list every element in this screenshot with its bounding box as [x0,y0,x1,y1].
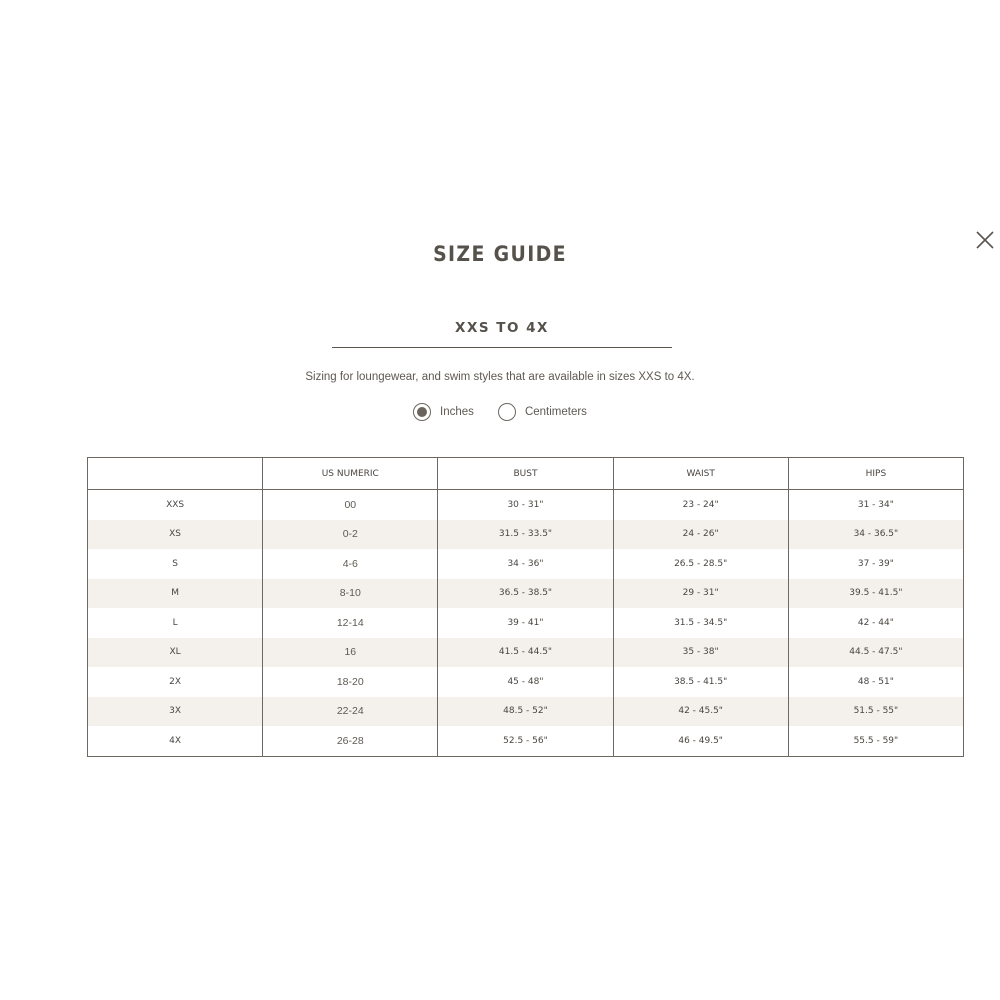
unit-label-centimeters: Centimeters [524,406,587,418]
cell-hips: 31 - 34" [788,490,963,520]
cell-size: M [88,579,263,609]
cell-size: XL [88,638,263,668]
close-button[interactable] [974,229,996,251]
cell-us-numeric: 22-24 [263,697,438,727]
cell-waist: 42 - 45.5" [613,697,788,727]
close-icon [974,229,996,251]
table-row [88,520,964,550]
header-bust: BUST [438,458,613,490]
cell-us-numeric: 16 [263,638,438,668]
size-table-container [87,457,964,757]
sizing-description: Sizing for loungewear, and swim styles that are available in sizes XXS to 4X. [305,371,695,383]
header-waist: WAIST [613,458,788,490]
cell-size: S [172,558,178,569]
cell-bust: 41.5 - 44.5" [438,638,613,668]
cell-size: 4X [169,735,182,746]
table-row [88,726,964,756]
header-us-numeric: US NUMERIC [263,458,438,490]
cell-hips: 42 - 44" [788,608,963,638]
cell-bust: 52.5 - 56" [438,726,613,756]
cell-us-numeric: 12-14 [263,608,438,638]
cell-hips: 51.5 - 55" [788,697,963,727]
cell-bust: 48.5 - 52" [438,697,613,727]
table-row [88,667,964,697]
cell-hips: 55.5 - 59" [788,726,963,756]
cell-size: XS [88,520,263,550]
cell-waist: 38.5 - 41.5" [613,667,788,697]
cell-hips: 48 - 51" [788,667,963,697]
cell-size: 2X [169,676,182,687]
cell-bust: 31.5 - 33.5" [438,520,613,550]
cell-waist: 29 - 31" [613,579,788,609]
table-header-row [88,458,964,490]
cell-us-numeric: 4-6 [263,549,438,579]
radio-inches[interactable] [413,403,431,421]
cell-hips: 37 - 39" [788,549,963,579]
size-table [87,457,964,757]
table-row [88,549,964,579]
cell-us-numeric: 8-10 [263,579,438,609]
cell-hips: 39.5 - 41.5" [788,579,963,609]
tab-xxs-to-4x[interactable]: XXS TO 4X [332,318,672,348]
cell-waist: 23 - 24" [613,490,788,520]
cell-waist: 26.5 - 28.5" [613,549,788,579]
cell-waist: 46 - 49.5" [613,726,788,756]
cell-bust: 30 - 31" [438,490,613,520]
unit-toggle [0,403,1000,421]
cell-bust: 39 - 41" [438,608,613,638]
cell-us-numeric: 0-2 [263,520,438,550]
table-row [88,638,964,668]
radio-centimeters[interactable] [498,403,516,421]
unit-option-inches[interactable] [413,403,474,421]
cell-waist: 31.5 - 34.5" [613,608,788,638]
table-row [88,697,964,727]
cell-waist: 24 - 26" [613,520,788,550]
cell-waist: 35 - 38" [613,638,788,668]
table-row [88,490,964,520]
header-hips: HIPS [788,458,963,490]
table-row [88,579,964,609]
cell-size: 3X [88,697,263,727]
unit-option-centimeters[interactable] [498,403,587,421]
cell-size: L [172,617,178,628]
modal-title: SIZE GUIDE [433,242,567,266]
unit-label-inches: Inches [440,406,474,418]
cell-hips: 44.5 - 47.5" [788,638,963,668]
cell-bust: 45 - 48" [438,667,613,697]
cell-hips: 34 - 36.5" [788,520,963,550]
cell-size: XXS [166,499,185,510]
cell-bust: 34 - 36" [438,549,613,579]
cell-us-numeric: 18-20 [263,667,438,697]
cell-bust: 36.5 - 38.5" [438,579,613,609]
header-size [88,458,263,490]
cell-us-numeric: 26-28 [263,726,438,756]
table-row [88,608,964,638]
cell-us-numeric: 00 [263,490,438,520]
